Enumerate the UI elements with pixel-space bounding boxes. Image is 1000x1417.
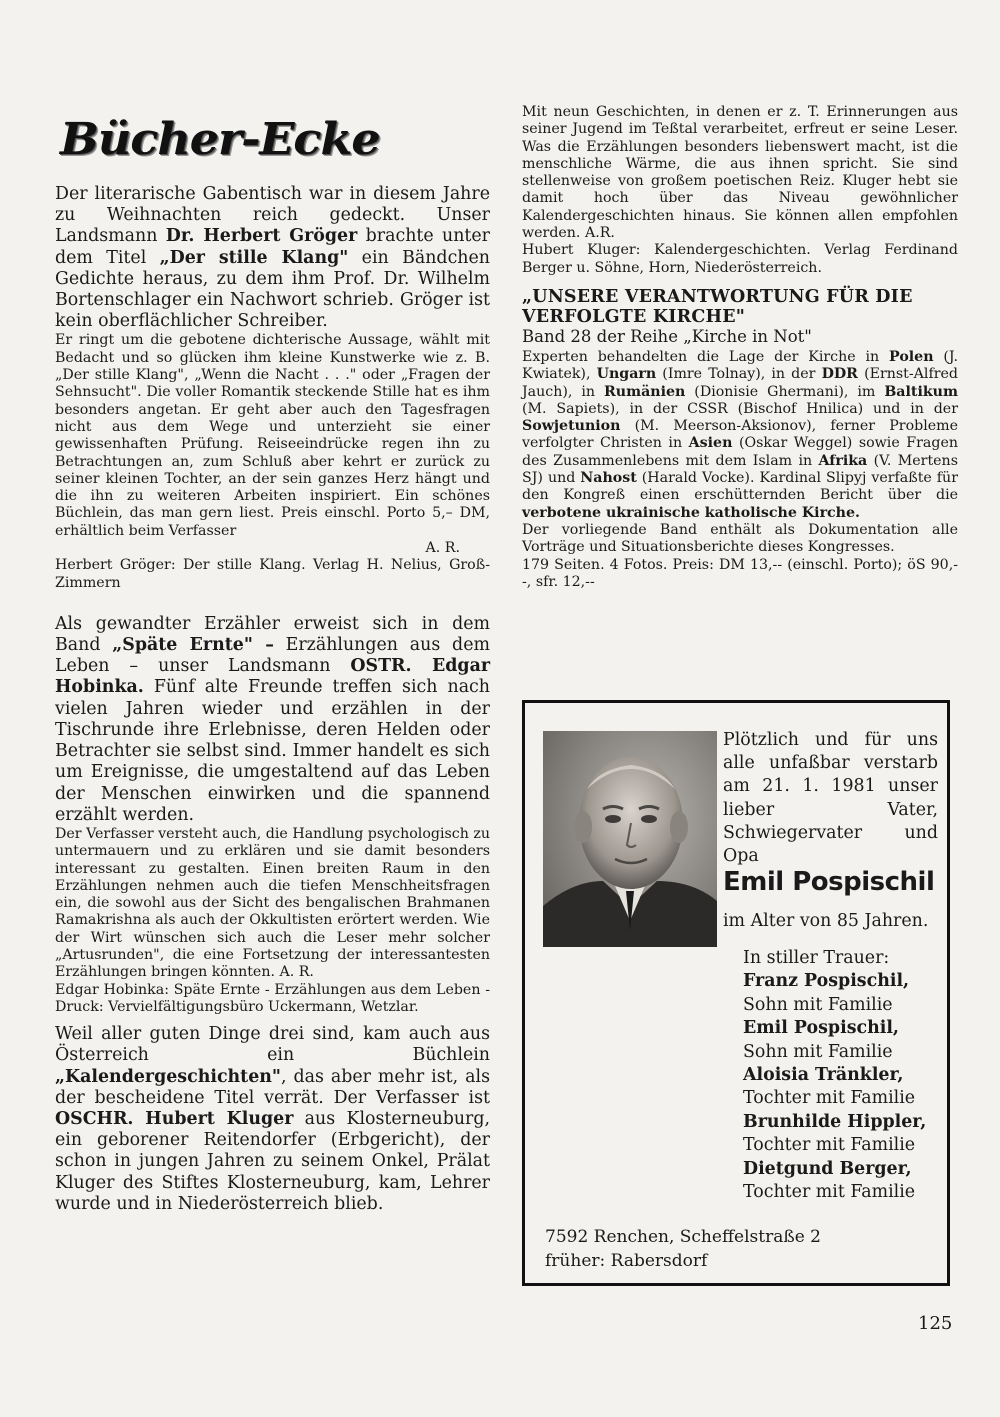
text-run: Experten behandelten die Lage der Kirche in [522, 348, 890, 365]
text-run: brachte unter dem Titel [55, 226, 490, 268]
text-run: Erzählungen aus dem Leben – unser Landsmann [55, 635, 490, 677]
mourner-relation: Tochter mit Familie [743, 1088, 916, 1109]
text-run: (Dionisie Ghermani), im [685, 383, 885, 400]
mourner-relation: Tochter mit Familie [743, 1135, 916, 1156]
deceased-age: im Alter von 85 Jahren. [723, 911, 929, 931]
article-body-2: Der vorliegende Band enthält als Dokumentation alle Vorträge und Situationsberichte dieses Kongresses. [522, 521, 958, 556]
address-block [545, 1225, 821, 1273]
bold-text: OSCHR. Hubert Kluger [55, 1108, 294, 1129]
mourner-name: Franz Pospischil, [743, 971, 910, 992]
text-run: Der literarische Gabentisch war in diesem Jahre zu Weihnachten reich gedeckt. Unser Landsmann [55, 184, 490, 247]
mourners-title: In stiller Trauer: [743, 948, 890, 968]
book-reference: Hubert Kluger: Kalendergeschichten. Verlag Ferdinand Berger u. Söhne, Horn, Niederösterreich. [522, 242, 958, 276]
text-run: (V. Mertens SJ) und [522, 452, 958, 487]
review-hobinka-intro [55, 614, 490, 826]
book-reference: Herbert Gröger: Der stille Klang. Verlag H. Nelius, Groß-Zimmern [55, 557, 490, 591]
obituary-intro: Plötzlich und für uns alle unfaßbar verstarb am 21. 1. 1981 unser lieber Vater, Schwiegervater und Opa [723, 730, 938, 867]
signature: A. R. [425, 539, 460, 556]
text-run: (Imre Tolnay), in der [656, 366, 822, 383]
bold-text: OSTR. Edgar Hobinka. [55, 656, 491, 698]
bold-text: Polen [889, 348, 934, 365]
review-hobinka-body: Der Verfasser versteht auch, die Handlung psychologisch zu untermauern und zu erklären und sie damit besonders interessant zu gestalten. Einen breiten Raum in den Erzählungen nehmen auch die tiefen Menschheitsfragen ein, die sowohl aus der Sicht des bengalischen Brahmanen Ramakrishna als auch der Okkultisten erörtert werden. Wie der Wirt wünschen sich auch die Leser mehr solcher „Artusrunden", die eine Fortsetzung der interessantesten Erzählungen bringen könnten. A. R. [55, 825, 490, 981]
bold-text: Asien [688, 435, 733, 452]
text-run: (Harald Vocke). Kardinal Slipyj verfaßte für den Kongreß einen erschütternden Bericht über die [522, 470, 958, 504]
text-run: aus Klosterneuburg, ein geborener Reitendorfer (Erbgericht), der schon in jungen Jahren zu seinem Onkel, Prälat Kluger des Stiftes Klosterneuburg, kam, Lehrer wurde und in Niederösterreich blieb. [55, 1108, 490, 1214]
bold-text: Nahost [580, 470, 637, 487]
review-kluger-intro [55, 1024, 490, 1215]
review-gröger-body: Er ringt um die gebotene dichterische Aussage, wählt mit Bedacht und so glücken ihm kleine Kunstwerke wie z. B. „Der stille Klang", „Wenn die Nacht . . ." oder „Fragen der Sehnsucht". Die voller Romantik steckende Stille hat es ihm besonders angetan. Er geht aber auch den Tagesfragen nicht aus dem Wege und unterzieht sie einer gewissenhaften Prüfung. Reiseeindrücke regen ihn zu Betrachtungen an, zum Schluß aber kehrt er zurück zu seiner kleinen Tochter, an der sein ganzes Herz hängt und die ihn zu weiteren Arbeiten inspiriert. Ein schönes Büchlein, das man gern liest. Preis einschl. Porto 5,– DM, erhältlich beim Verfasser [55, 332, 490, 539]
mourner-relation: Tochter mit Familie [743, 1182, 916, 1203]
text-run: ein Bändchen Gedichte heraus, zu dem ihm Prof. Dr. Wilhelm Bortenschlager ein Nachwort schrieb. Gröger ist kein oberflächlicher Schreiber. [55, 247, 491, 332]
bold-text: „Späte Ernte" – [112, 635, 274, 656]
right-column [522, 104, 958, 591]
bold-text: Dr. Herbert Gröger [165, 226, 358, 247]
text-run: (M. Sapiets), in der CSSR (Bischof Hnilica) und in der [522, 400, 958, 417]
bold-text: Rumänien [604, 383, 686, 400]
bold-text: Ungarn [596, 366, 657, 383]
bold-text: „Kalendergeschichten" [55, 1066, 281, 1087]
page-number: 125 [918, 1313, 953, 1334]
mourner-name: Brunhilde Hippler, [743, 1111, 927, 1132]
article-heading: „UNSERE VERANTWORTUNG FÜR DIE VERFOLGTE KIRCHE" [522, 286, 913, 327]
text-run: Weil aller guten Dinge drei sind, kam auch aus Österreich ein Büchlein [55, 1024, 490, 1066]
text-run: Fünf alte Freunde treffen sich nach vielen Jahren wieder und erzählen in der Tischrunde ihre Erlebnisse, deren Helden oder Betrachter sie selbst sind. Immer handelt es sich um Ereignisse, die umgestaltend auf das Leben der Menschen einwirken und die spannend erzählt werden. [55, 677, 490, 825]
bold-text: „Der stille Klang" [159, 247, 349, 268]
price-info: 179 Seiten. 4 Fotos. Preis: DM 13,-- (einschl. Porto); öS 90,--, sfr. 12,-- [522, 556, 958, 590]
article-subheading: Band 28 der Reihe „Kirche in Not" [522, 326, 812, 346]
text-run: , das aber mehr ist, als der bescheidene Titel verrät. Der Verfasser ist [55, 1066, 490, 1108]
bold-text: DDR [821, 366, 858, 383]
book-reference: Edgar Hobinka: Späte Ernte - Erzählungen aus dem Leben - Druck: Vervielfältigungsbüro Uckermann, Wetzlar. [55, 981, 490, 1015]
mourner-name: Dietgund Berger, [743, 1158, 912, 1179]
portrait-photo [543, 731, 717, 947]
text-run: (J. Kwiatek), [522, 348, 959, 383]
text-run: Als gewandter Erzähler erweist sich in dem Band [55, 613, 490, 656]
mourners-list [743, 947, 943, 1204]
text-run: (M. Meerson-Aksionov), ferner Probleme verfolgter Christen in [522, 418, 958, 452]
article-body [522, 349, 958, 522]
text-run: (Ernst-Alfred Jauch), in [522, 366, 958, 400]
mourner-relation: Sohn mit Familie [743, 1041, 893, 1062]
section-title: Bücher-Ecke [60, 113, 380, 165]
address-line: 7592 Renchen, Scheffelstraße 2 [545, 1227, 821, 1247]
bold-text: Baltikum [884, 383, 958, 400]
review-kluger-body: Mit neun Geschichten, in denen er z. T. Erinnerungen aus seiner Jugend im Teßtal verarbeitet, erfreut er seine Leser. Was die Erzählungen besonders liebenswert macht, ist die menschliche Wärme, die aus ihnen spricht. Sie sind stellenweise von großem poetischen Reiz. Kluger hebt sie damit hoch über das Niveau gewöhnlicher Kalendergeschichten hinaus. Sie können allen empfohlen werden. A.R. [522, 104, 958, 242]
left-column [55, 100, 490, 1215]
mourner-name: Aloisia Tränkler, [743, 1065, 904, 1086]
bold-text: Sowjetunion [522, 418, 621, 435]
obituary-box [522, 700, 950, 1286]
text-run: (Oskar Weggel) sowie Fragen des Zusammenlebens mit dem Islam in [522, 435, 958, 469]
bold-text: Afrika [818, 452, 868, 469]
mourner-name: Emil Pospischil, [743, 1018, 899, 1039]
former-address-line: früher: Rabersdorf [545, 1251, 708, 1271]
deceased-name: Emil Pospischil [723, 867, 935, 897]
review-gröger-intro [55, 184, 490, 332]
bold-text: verbotene ukrainische katholische Kirche. [522, 504, 860, 521]
mourner-relation: Sohn mit Familie [743, 994, 893, 1015]
